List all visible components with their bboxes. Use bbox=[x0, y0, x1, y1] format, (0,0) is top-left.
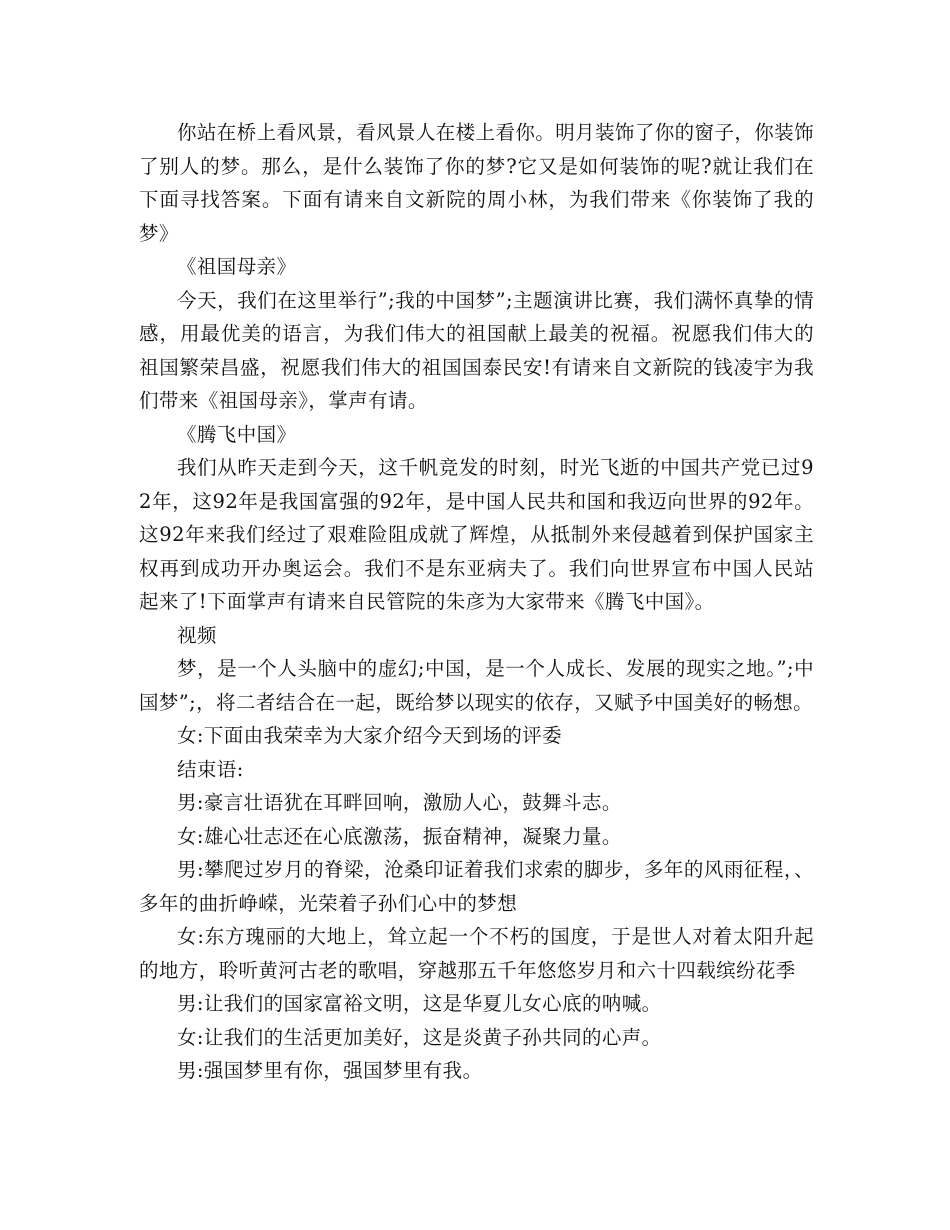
dialogue-line: 女:雄心壮志还在心底激荡，振奋精神，凝聚力量。 bbox=[177, 824, 622, 848]
program-title-video: 视频 bbox=[177, 623, 217, 647]
dialogue-line: 女:让我们的生活更加美好，这是炎黄子孙共同的心声。 bbox=[177, 1025, 662, 1049]
dialogue-line: 男:让我们的国家富裕文明，这是华夏儿女心底的呐喊。 bbox=[177, 992, 662, 1015]
dialogue-line: 男:强国梦里有你，强国梦里有我。 bbox=[177, 1059, 483, 1082]
dialogue-line: 女:东方瑰丽的大地上，耸立起一个不朽的国度，于是世人对着太阳升起的地方，聆听黄河古老的歌唱，穿越那五千年悠悠岁月和六十四载缤纷花季 bbox=[139, 925, 814, 982]
line-judges-intro: 女:下面由我荣幸为大家介绍今天到场的评委 bbox=[177, 724, 563, 747]
document-body bbox=[139, 116, 814, 1088]
program-title-motherland: 《祖国母亲》 bbox=[177, 255, 297, 278]
paragraph-rising-china: 我们从昨天走到今天，这千帆竞发的时刻，时光飞逝的中国共产党已过92年，这92年是我国富强的92年，是中国人民共和国和我迈向世界的92年。这92年来我们经过了艰难险阻成就了辉煌，从抵制外来侵越着到保护国家主权再到成功开办奥运会。我们不是东亚病夫了。我们向世界宣布中国人民站起来了!下面掌声有请来自民管院的朱彦为大家带来《腾飞中国》。 bbox=[139, 456, 814, 613]
dialogue-line: 男:攀爬过岁月的脊梁，沧桑印证着我们求索的脚步，多年的风雨征程，、多年的曲折峥嵘，光荣着子孙们心中的梦想 bbox=[139, 858, 814, 915]
section-closing-remarks: 结束语: bbox=[177, 757, 244, 781]
dialogue-line: 男:豪言壮语犹在耳畔回响，激励人心，鼓舞斗志。 bbox=[177, 791, 622, 814]
paragraph-china-dream: 梦，是一个人头脑中的虚幻;中国，是一个人成长、发展的现实之地。”;中国梦”;，将二者结合在一起，既给梦以现实的依存，又赋予中国美好的畅想。 bbox=[139, 657, 814, 714]
paragraph-motherland: 今天，我们在这里举行”;我的中国梦”;主题演讲比赛，我们满怀真挚的情感，用最优美的语言，为我们伟大的祖国献上最美的祝福。祝愿我们伟大的祖国繁荣昌盛，祝愿我们伟大的祖国国泰民安!有请来自文新院的钱凌宇为我们带来《祖国母亲》，掌声有请。 bbox=[139, 288, 814, 412]
program-title-rising-china: 《腾飞中国》 bbox=[177, 422, 297, 446]
paragraph-intro-dream: 你站在桥上看风景，看风景人在楼上看你。明月装饰了你的窗子，你装饰了别人的梦。那么，是什么装饰了你的梦?它又是如何装饰的呢?就让我们在下面寻找答案。下面有请来自文新院的周小林，为我们带来《你装饰了我的梦》 bbox=[139, 121, 814, 245]
